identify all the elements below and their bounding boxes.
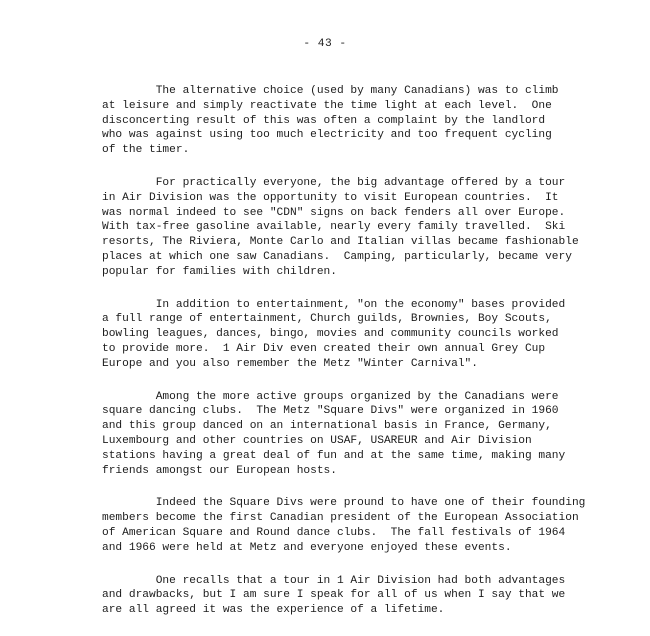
text-line: With tax-free gasoline available, nearly every family travelled. Ski <box>102 221 566 234</box>
paragraph-5 <box>102 496 642 555</box>
paragraph-3 <box>102 298 642 372</box>
text-line: For practically everyone, the big advantage offered by a tour <box>102 176 566 189</box>
text-line: popular for families with children. <box>102 265 337 278</box>
text-line: to provide more. 1 Air Div even created their own annual Grey Cup <box>102 342 546 355</box>
text-line: and 1966 were held at Metz and everyone enjoyed these events. <box>102 541 512 554</box>
page-number: - 43 - <box>303 38 347 50</box>
text-line: resorts, The Riviera, Monte Carlo and Italian villas became fashionable <box>102 236 579 249</box>
text-line: a full range of entertainment, Church guilds, Brownies, Boy Scouts, <box>102 313 552 326</box>
text-line: In addition to entertainment, "on the economy" bases provided <box>102 298 566 311</box>
paragraph-4 <box>102 390 642 479</box>
text-line: and this group danced on an international basis in France, Germany, <box>102 420 552 433</box>
text-line: of the timer. <box>102 144 190 157</box>
text-line: Among the more active groups organized by the Canadians were <box>102 390 559 403</box>
text-line: disconcerting result of this was often a complaint by the landlord <box>102 114 546 127</box>
text-line: places at which one saw Canadians. Camping, particularly, became very <box>102 250 572 263</box>
paragraph-6 <box>102 574 642 618</box>
text-line: One recalls that a tour in 1 Air Division had both advantages <box>102 574 566 587</box>
body-text <box>102 84 642 636</box>
text-line: The alternative choice (used by many Canadians) was to climb <box>102 85 559 97</box>
text-line: bowling leagues, dances, bingo, movies and community councils worked <box>102 328 559 341</box>
text-line: stations having a great deal of fun and at the same time, making many <box>102 449 566 462</box>
text-line: members become the first Canadian president of the European Association <box>102 512 579 525</box>
text-line: who was against using too much electricity and too frequent cycling <box>102 129 552 142</box>
text-line: are all agreed it was the experience of a lifetime. <box>102 604 445 617</box>
paragraph-2 <box>102 176 642 280</box>
text-line: was normal indeed to see "CDN" signs on back fenders all over Europe. <box>102 206 566 219</box>
text-line: friends amongst our European hosts. <box>102 464 337 477</box>
text-line: Luxembourg and other countries on USAF, USAREUR and Air Division <box>102 434 532 447</box>
paragraph-1 <box>102 84 642 158</box>
text-line: Europe and you also remember the Metz "Winter Carnival". <box>102 357 478 370</box>
text-line: and drawbacks, but I am sure I speak for all of us when I say that we <box>102 589 566 602</box>
text-line: in Air Division was the opportunity to visit European countries. It <box>102 191 559 204</box>
text-line: square dancing clubs. The Metz "Square Divs" were organized in 1960 <box>102 405 559 418</box>
text-line: at leisure and simply reactivate the time light at each level. One <box>102 99 552 112</box>
text-line: of American Square and Round dance clubs. The fall festivals of 1964 <box>102 526 566 539</box>
text-line: Indeed the Square Divs were pround to have one of their founding <box>102 497 586 510</box>
